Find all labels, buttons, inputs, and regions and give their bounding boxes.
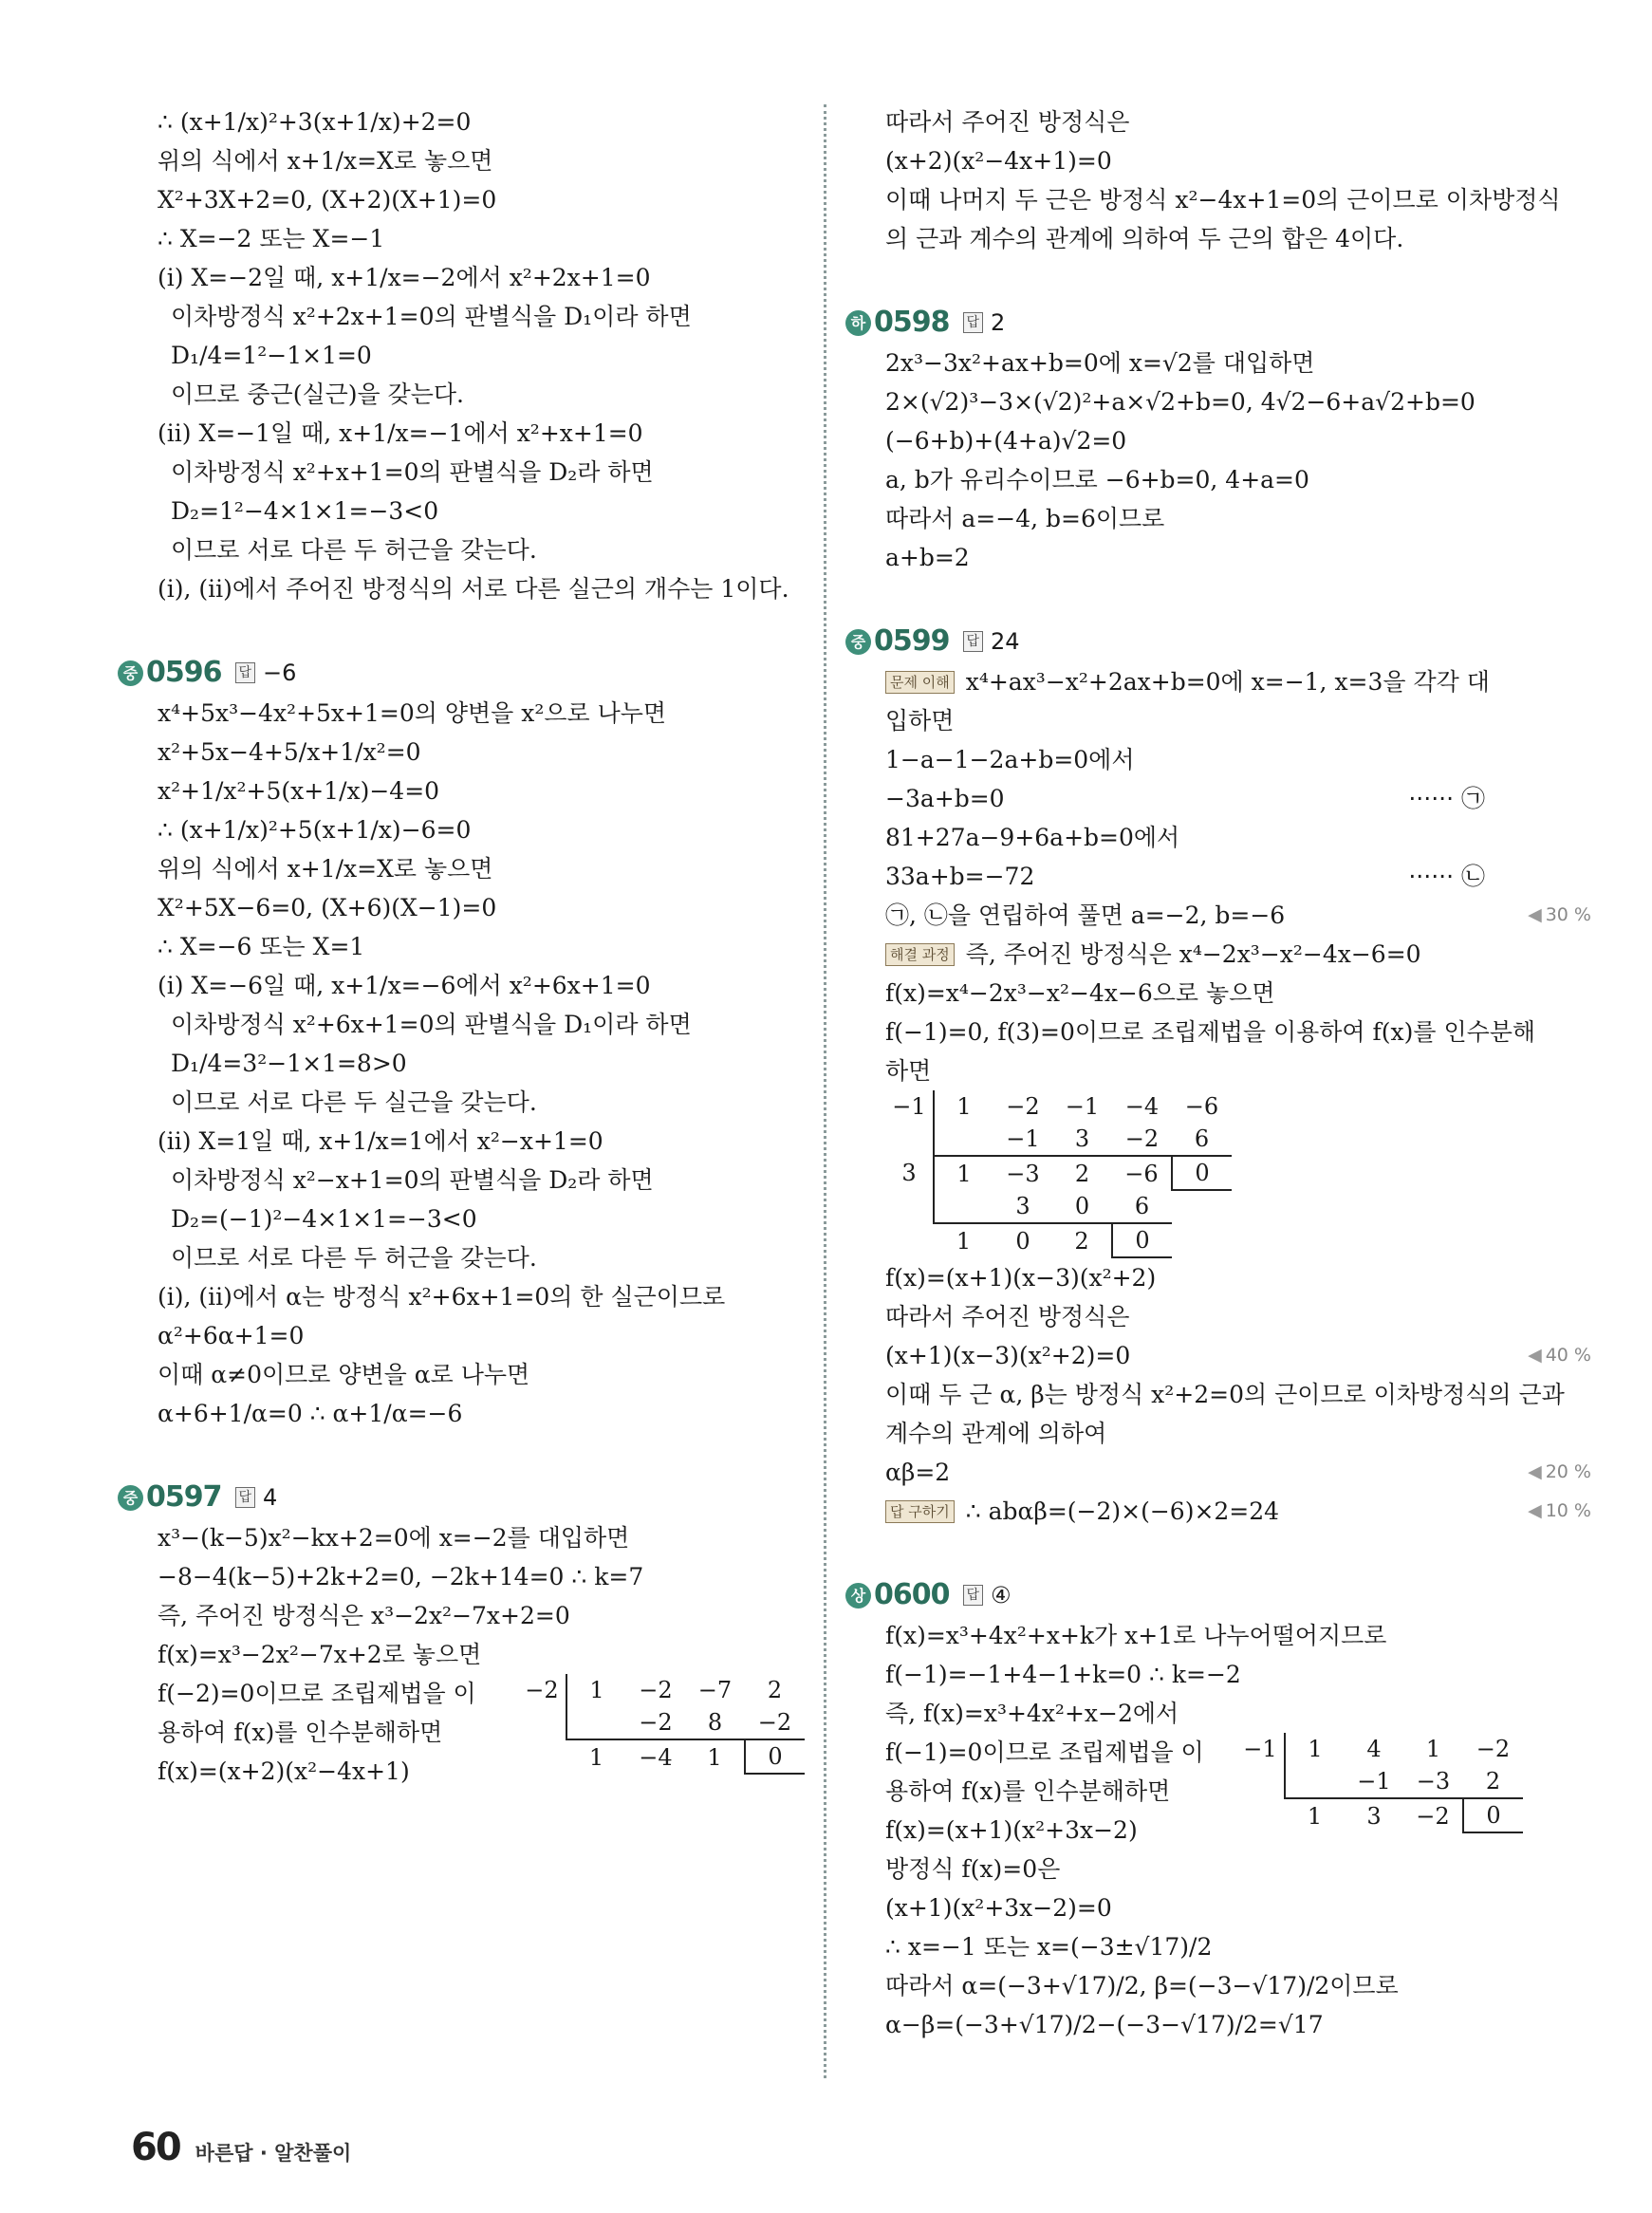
text-line: 위의 식에서 x+1/x=X로 놓으면	[158, 855, 493, 883]
text-line: D₂=(−1)²−4×1×1=−3<0	[171, 1205, 477, 1233]
syn-cell: 1	[934, 1156, 993, 1190]
text-line: x⁴+5x³−4x²+5x+1=0의 양변을 x²으로 나누면	[158, 699, 667, 727]
syn-cell	[934, 1123, 993, 1156]
text-line: 즉, 주어진 방정식은 x³−2x²−7x+2=0	[158, 1602, 570, 1629]
synthetic-division-table	[518, 1674, 805, 1775]
syn-cell: −1	[993, 1123, 1052, 1156]
text-line: 1−a−1−2a+b=0에서	[885, 746, 1135, 773]
text-line: x²+5x−4+5/x+1/x²=0	[158, 738, 421, 766]
syn-cell: −6	[1184, 1093, 1219, 1120]
text-line: 이차방정식 x²+6x+1=0의 판별식을 D₁이라 하면	[171, 1011, 692, 1038]
text-line: 의 근과 계수의 관계에 의하여 두 근의 합은 4이다.	[885, 225, 1404, 252]
text-span: ㉠, ㉡을 연립하여 풀면 a=−2, b=−6	[885, 902, 1286, 929]
answer-value: −6	[263, 660, 297, 686]
problem-number: 0597	[146, 1480, 222, 1514]
text-line: ∴ (x+1/x)²+5(x+1/x)−6=0	[158, 816, 472, 844]
text-line: 2x³−3x²+ax+b=0에 x=√2를 대입하면	[885, 349, 1315, 377]
syn-divisor: 3	[901, 1160, 917, 1186]
text-line: 이차방정식 x²+x+1=0의 판별식을 D₂라 하면	[171, 458, 654, 486]
syn-cell: 1	[566, 1674, 626, 1706]
text-span: αβ=2	[885, 1459, 951, 1486]
level-badge: 중	[118, 660, 143, 686]
equation-marker: ······ ㉠	[1408, 785, 1485, 812]
text-line	[859, 1492, 1599, 1531]
text-line: 이므로 서로 다른 두 실근을 갖는다.	[171, 1088, 537, 1116]
problem-number: 0596	[146, 656, 222, 689]
text-line: 따라서 주어진 방정식은	[885, 1303, 1130, 1330]
triangle-left-icon: ◀	[1528, 1461, 1542, 1482]
text-line	[859, 896, 1599, 935]
syn-cell: −4	[1124, 1093, 1160, 1120]
syn-cell: −2	[639, 1677, 673, 1703]
step-tag-process: 해결 과정	[885, 943, 955, 966]
syn-cell: −2	[626, 1706, 685, 1739]
answer-label: 답	[235, 662, 256, 683]
text-line: 이때 α≠0이므로 양변을 α로 나누면	[158, 1361, 530, 1388]
problem-header-0599	[850, 621, 1599, 662]
syn-cell: −2	[1476, 1736, 1511, 1762]
score-percent: ◀ 20 %	[1528, 1461, 1591, 1482]
problem-header-0600	[850, 1574, 1599, 1616]
left-column	[122, 102, 871, 1791]
syn-cell: 2	[767, 1677, 783, 1703]
text-line	[859, 1453, 1599, 1492]
syn-cell: −2	[1416, 1802, 1450, 1830]
text-span: x⁴+ax³−x²+2ax+b=0에 x=−1, x=3을 각각 대	[965, 668, 1490, 696]
text-line: (x+1)(x²+3x−2)=0	[885, 1894, 1112, 1922]
text-line: (−6+b)+(4+a)√2=0	[885, 427, 1127, 455]
synthetic-division-block	[131, 1674, 871, 1791]
text-line: 계수의 관계에 의하여	[885, 1420, 1107, 1447]
text-line: (ⅰ) X=−6일 때, x+1/x=−6에서 x²+6x+1=0	[158, 972, 651, 999]
text-line: (ⅱ) X=1일 때, x+1/x=1에서 x²−x+1=0	[158, 1127, 603, 1155]
problem-header-0597	[122, 1477, 871, 1518]
syn-cell: 1	[956, 1227, 972, 1255]
syn-cell	[1285, 1765, 1345, 1798]
answer-label: 답	[963, 312, 984, 333]
level-badge: 상	[845, 1583, 871, 1609]
text-line: (ⅰ) X=−2일 때, x+1/x=−2에서 x²+2x+1=0	[158, 264, 651, 291]
book-title: 바른답 · 알찬풀이	[195, 2142, 352, 2165]
text-line: (ⅰ), (ⅱ)에서 α는 방정식 x²+6x+1=0의 한 실근이므로	[158, 1283, 726, 1311]
score-percent: ◀ 30 %	[1528, 904, 1591, 925]
syn-cell: −2	[1112, 1123, 1172, 1156]
text-line: 이때 두 근 α, β는 방정식 x²+2=0의 근이므로 이차방정식의 근과	[885, 1381, 1565, 1408]
text-line: f(x)=x³+4x²+x+k가 x+1로 나누어떨어지므로	[885, 1622, 1387, 1649]
problem-header-0596	[122, 652, 871, 694]
syn-cell: −3	[1403, 1765, 1463, 1798]
page-footer	[131, 2126, 351, 2169]
answer-label: 답	[963, 1585, 984, 1606]
problem-number: 0599	[874, 624, 950, 658]
text-line: 이차방정식 x²−x+1=0의 판별식을 D₂라 하면	[171, 1166, 654, 1194]
text-line: X²+5X−6=0, (X+6)(X−1)=0	[158, 894, 497, 921]
text-span: (x+1)(x−3)(x²+2)=0	[885, 1342, 1131, 1369]
text-line: f(−1)=−1+4−1+k=0 ∴ k=−2	[885, 1661, 1241, 1688]
syn-cell: 1	[1307, 1802, 1323, 1830]
synthetic-division-table	[885, 1090, 1232, 1258]
text-span: 즉, 주어진 방정식은 x⁴−2x³−x²−4x−6=0	[965, 940, 1421, 968]
step-tag-understand: 문제 이해	[885, 671, 955, 694]
text-line: 따라서 주어진 방정식은	[885, 108, 1130, 136]
answer-value: 2	[991, 309, 1006, 336]
syn-cell: 1	[707, 1743, 722, 1771]
syn-cell: 1	[1425, 1736, 1441, 1762]
text-line: f(x)=x⁴−2x³−x²−4x−6으로 놓으면	[885, 979, 1275, 1007]
problem-number: 0600	[874, 1578, 950, 1611]
text-line: f(x)=x³−2x²−7x+2로 놓으면	[158, 1641, 482, 1668]
text-line: f(x)=(x+2)(x²−4x+1)	[158, 1757, 410, 1785]
syn-cell	[934, 1190, 993, 1223]
text-line: a, b가 유리수이므로 −6+b=0, 4+a=0	[885, 466, 1309, 493]
text-span: 33a+b=−72	[885, 863, 1035, 890]
text-line	[859, 1336, 1599, 1375]
syn-cell: 6	[1172, 1123, 1232, 1156]
text-line: α+6+1/α=0 ∴ α+1/α=−6	[158, 1400, 463, 1427]
syn-cell: −3	[1006, 1160, 1040, 1187]
level-badge: 중	[118, 1485, 143, 1511]
syn-cell: 1	[934, 1090, 993, 1123]
syn-cell: 3	[1052, 1123, 1112, 1156]
text-line: 이므로 서로 다른 두 허근을 갖는다.	[171, 1244, 537, 1272]
text-line	[859, 857, 1599, 896]
answer-label: 답	[235, 1487, 256, 1508]
text-line: (ⅱ) X=−1일 때, x+1/x=−1에서 x²+x+1=0	[158, 419, 643, 447]
syn-divisor: −1	[1243, 1736, 1277, 1762]
syn-remainder: 0	[1172, 1156, 1232, 1190]
syn-cell: −4	[639, 1743, 673, 1771]
syn-cell: −7	[697, 1677, 733, 1703]
syn-remainder: 0	[1463, 1798, 1523, 1832]
text-line: X²+3X+2=0, (X+2)(X+1)=0	[158, 186, 497, 214]
text-line: 방정식 f(x)=0은	[885, 1855, 1061, 1883]
text-line: 81+27a−9+6a+b=0에서	[885, 824, 1180, 851]
text-line	[859, 935, 1599, 974]
syn-cell: 0	[1052, 1190, 1112, 1223]
synthetic-division-table	[1236, 1733, 1523, 1833]
syn-cell: 2	[1463, 1765, 1523, 1798]
problem-number: 0598	[874, 306, 950, 339]
text-line: (ⅰ), (ⅱ)에서 주어진 방정식의 서로 다른 실근의 개수는 1이다.	[158, 575, 789, 603]
text-line: ∴ X=−6 또는 X=1	[158, 933, 365, 960]
text-line: α²+6α+1=0	[158, 1322, 305, 1349]
text-line: 이차방정식 x²+2x+1=0의 판별식을 D₁이라 하면	[171, 303, 692, 330]
text-line: 위의 식에서 x+1/x=X로 놓으면	[158, 147, 493, 175]
answer-label: 답	[963, 631, 984, 652]
text-line: a+b=2	[885, 544, 970, 571]
text-line: 이므로 중근(실근)을 갖는다.	[171, 381, 464, 408]
text-line: f(x)=(x+1)(x²+3x−2)	[885, 1816, 1138, 1844]
text-line: 용하여 f(x)를 인수분해하면	[158, 1719, 443, 1746]
text-line: f(−1)=0, f(3)=0이므로 조립제법을 이용하여 f(x)를 인수분해	[885, 1018, 1536, 1046]
syn-divisor: −2	[525, 1677, 559, 1703]
problem-header-0598	[850, 302, 1599, 344]
text-span: ∴ abαβ=(−2)×(−6)×2=24	[965, 1497, 1280, 1525]
syn-cell: −1	[1065, 1093, 1100, 1120]
answer-value: ④	[991, 1582, 1012, 1609]
syn-cell: 3	[1366, 1802, 1382, 1830]
syn-cell: 0	[1015, 1227, 1030, 1255]
text-line: −8−4(k−5)+2k+2=0, −2k+14=0 ∴ k=7	[158, 1563, 644, 1590]
level-badge: 중	[845, 629, 871, 655]
syn-cell: 6	[1112, 1190, 1172, 1223]
text-line: D₁/4=1²−1×1=0	[171, 342, 372, 369]
synthetic-division-block	[859, 1733, 1599, 1850]
text-line	[859, 662, 1599, 701]
text-line: ∴ X=−2 또는 X=−1	[158, 225, 385, 252]
syn-cell: 2	[1074, 1160, 1090, 1187]
syn-cell: −2	[745, 1706, 805, 1739]
right-column	[850, 102, 1599, 2044]
syn-cell: −1	[1345, 1765, 1403, 1798]
text-line: α−β=(−3+√17)/2−(−3−√17)/2=√17	[885, 2011, 1324, 2038]
syn-cell: 4	[1366, 1736, 1382, 1762]
text-line	[859, 779, 1599, 818]
syn-cell: 1	[1285, 1733, 1345, 1765]
triangle-left-icon: ◀	[1528, 1345, 1542, 1366]
text-line: 이므로 서로 다른 두 허근을 갖는다.	[171, 536, 537, 564]
text-line: f(x)=(x+1)(x−3)(x²+2)	[885, 1264, 1157, 1292]
text-line: 따라서 a=−4, b=6이므로	[885, 505, 1165, 532]
text-line: (x+2)(x²−4x+1)=0	[885, 147, 1112, 175]
syn-cell: 2	[1074, 1227, 1089, 1255]
syn-cell: −6	[1124, 1160, 1159, 1187]
syn-cell: 8	[685, 1706, 745, 1739]
level-badge: 하	[845, 310, 871, 336]
syn-divisor: −1	[892, 1093, 926, 1120]
syn-cell: −2	[1006, 1093, 1040, 1120]
triangle-left-icon: ◀	[1528, 904, 1542, 925]
answer-value: 24	[991, 628, 1020, 655]
page-number: 60	[131, 2126, 180, 2169]
syn-cell	[566, 1706, 626, 1739]
text-line: 용하여 f(x)를 인수분해하면	[885, 1777, 1171, 1805]
syn-remainder: 0	[1112, 1223, 1172, 1257]
text-line: D₂=1²−4×1×1=−3<0	[171, 497, 439, 525]
text-line: D₁/4=3²−1×1=8>0	[171, 1050, 407, 1077]
text-line: 2×(√2)³−3×(√2)²+a×√2+b=0, 4√2−6+a√2+b=0	[885, 388, 1476, 416]
text-span: −3a+b=0	[885, 785, 1005, 812]
text-line: 따라서 α=(−3+√17)/2, β=(−3−√17)/2이므로	[885, 1972, 1399, 1999]
text-line: 이때 나머지 두 근은 방정식 x²−4x+1=0의 근이므로 이차방정식	[885, 186, 1561, 214]
answer-value: 4	[263, 1484, 278, 1511]
score-percent: ◀ 10 %	[1528, 1500, 1591, 1521]
syn-cell: 1	[588, 1743, 604, 1771]
step-tag-answer: 답 구하기	[885, 1500, 955, 1523]
text-line: x²+1/x²+5(x+1/x)−4=0	[158, 777, 440, 805]
text-line: ∴ (x+1/x)²+3(x+1/x)+2=0	[158, 108, 472, 136]
text-line: f(−2)=0이므로 조립제법을 이	[158, 1680, 476, 1707]
equation-marker: ······ ㉡	[1408, 863, 1485, 890]
text-line: f(−1)=0이므로 조립제법을 이	[885, 1739, 1204, 1766]
text-line: ∴ x=−1 또는 x=(−3±√17)/2	[885, 1933, 1213, 1961]
text-line: 하면	[885, 1057, 932, 1085]
text-line: 입하면	[885, 707, 955, 735]
text-line: x³−(k−5)x²−kx+2=0에 x=−2를 대입하면	[158, 1524, 630, 1552]
syn-cell: 3	[993, 1190, 1052, 1223]
triangle-left-icon: ◀	[1528, 1500, 1542, 1521]
score-percent: ◀ 40 %	[1528, 1345, 1591, 1366]
syn-remainder: 0	[745, 1739, 805, 1774]
text-line: 즉, f(x)=x³+4x²+x−2에서	[885, 1700, 1179, 1727]
